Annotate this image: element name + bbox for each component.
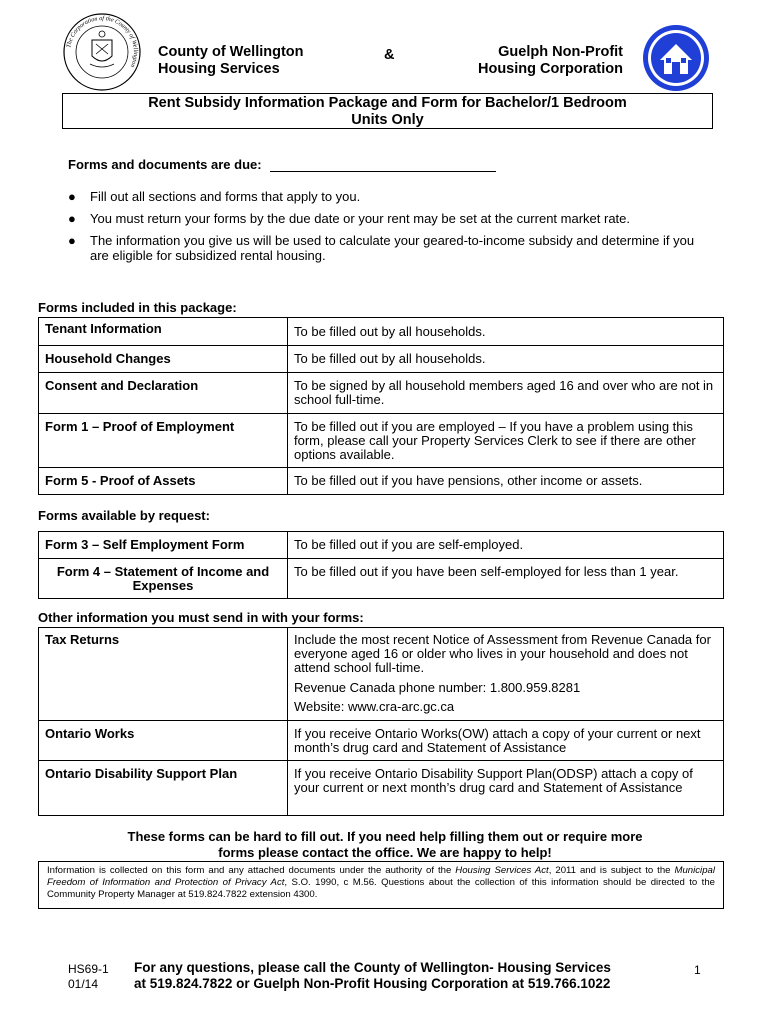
- request-forms-table: [38, 531, 724, 599]
- guelph-housing-line2: Housing Corporation: [478, 61, 623, 77]
- county-seal-icon: [62, 12, 142, 92]
- instruction-item: [66, 211, 706, 226]
- table-row: [39, 721, 724, 761]
- other-heading: Other information you must send in with your forms:: [38, 610, 364, 625]
- table-row: [39, 532, 724, 559]
- privacy-text: Information is collected on this form and any attached documents under the authority of the: [47, 865, 456, 876]
- document-title-line1: Rent Subsidy Information Package and Form for Bachelor/1 Bedroom: [148, 95, 627, 111]
- privacy-text: , 2011 and is subject to the: [548, 865, 675, 876]
- bullet-icon: ●: [68, 189, 76, 204]
- form-desc: To be signed by all household members aged 16 and over who are not in school full-time.: [288, 373, 724, 414]
- ampersand: &: [384, 47, 395, 63]
- table-row: [39, 761, 724, 816]
- form-desc: To be filled out if you are self-employed.: [288, 532, 724, 559]
- instructions-list: [66, 189, 706, 270]
- county-housing-title: [158, 44, 304, 78]
- instruction-text: The information you give us will be used to calculate your geared-to-income subsidy and determine if you are eligible for subsidized rental housing.: [90, 233, 695, 263]
- document-title: [62, 93, 713, 129]
- form-name: Form 5 - Proof of Assets: [39, 468, 288, 495]
- due-date-blank[interactable]: [270, 158, 496, 172]
- county-housing-line1: County of Wellington: [158, 44, 304, 60]
- contact-line1: For any questions, please call the County of Wellington- Housing Services: [134, 960, 611, 975]
- due-date-label: Forms and documents are due:: [68, 157, 262, 172]
- privacy-text: , S.O. 1990, c M.56. Questions about the collection of this information should be directed to the Community Property Manager at 519.824.7822 extension 4300.: [47, 877, 715, 900]
- help-note-line1: These forms can be hard to fill out. If you need help filling them out or require more: [127, 829, 643, 844]
- form-name: Form 4 – Statement of Income and Expenses: [39, 559, 288, 599]
- guelph-housing-title: [445, 44, 623, 78]
- request-heading: Forms available by request:: [38, 508, 210, 523]
- instruction-item: [66, 189, 706, 204]
- included-heading: Forms included in this package:: [38, 300, 237, 315]
- county-housing-line2: Housing Services: [158, 61, 280, 77]
- form-name: Form 3 – Self Employment Form: [39, 532, 288, 559]
- doc-name: Ontario Works: [39, 721, 288, 761]
- instruction-text: You must return your forms by the due date or your rent may be set at the current market rate.: [90, 211, 631, 226]
- included-forms-table: [38, 317, 724, 495]
- table-row: [39, 559, 724, 599]
- table-row: [39, 373, 724, 414]
- privacy-notice: [38, 861, 724, 909]
- revenue-canada-website: Website: www.cra-arc.gc.ca: [294, 699, 455, 714]
- tax-returns-desc: Include the most recent Notice of Assessment from Revenue Canada for everyone aged 16 or older who lives in your household and does not attend school full-time.: [294, 632, 711, 675]
- svg-text:The Corporation of the County: The Corporation of the County of Wellington: [65, 14, 140, 69]
- table-row: [39, 346, 724, 373]
- other-info-table: [38, 627, 724, 816]
- doc-name: Ontario Disability Support Plan: [39, 761, 288, 816]
- instruction-item: [66, 233, 706, 263]
- help-note: [40, 829, 730, 861]
- doc-desc: If you receive Ontario Works(OW) attach a copy of your current or next month’s drug card and Statement of Assistance: [288, 721, 724, 761]
- contact-line2: at 519.824.7822 or Guelph Non-Profit Housing Corporation at 519.766.1022: [134, 976, 611, 991]
- form-name: Household Changes: [39, 346, 288, 373]
- instruction-text: Fill out all sections and forms that apply to you.: [90, 189, 361, 204]
- table-row: [39, 318, 724, 346]
- table-row: [39, 414, 724, 468]
- due-date-field: [68, 157, 496, 172]
- doc-desc: If you receive Ontario Disability Support Plan(ODSP) attach a copy of your current or next month’s drug card and Statement of Assistance: [288, 761, 724, 816]
- form-date: 01/14: [68, 977, 99, 991]
- page-number: 1: [694, 963, 701, 977]
- house-logo-icon: [640, 22, 712, 94]
- form-desc: To be filled out if you are employed – If you have a problem using this form, please call your Property Services Clerk to see if there are other options available.: [288, 414, 724, 468]
- privacy-act-name: Municipal Freedom of Information and Protection of Privacy Act: [47, 865, 715, 888]
- housing-services-act: Housing Services Act: [455, 865, 549, 876]
- form-name: Form 1 – Proof of Employment: [39, 414, 288, 468]
- form-desc: To be filled out if you have pensions, other income or assets.: [288, 468, 724, 495]
- help-note-line2: forms please contact the office. We are happy to help!: [218, 845, 552, 860]
- form-name: Consent and Declaration: [39, 373, 288, 414]
- bullet-icon: ●: [68, 233, 76, 248]
- form-desc: To be filled out by all households.: [288, 346, 724, 373]
- form-number: [68, 962, 109, 992]
- table-row: [39, 628, 724, 721]
- form-code: HS69-1: [68, 962, 109, 976]
- guelph-housing-line1: Guelph Non-Profit: [498, 44, 623, 60]
- form-desc: To be filled out by all households.: [288, 318, 724, 346]
- doc-desc: [288, 628, 724, 721]
- bullet-icon: ●: [68, 211, 76, 226]
- doc-name: Tax Returns: [39, 628, 288, 721]
- table-row: [39, 468, 724, 495]
- revenue-canada-phone: Revenue Canada phone number: 1.800.959.8281: [294, 680, 581, 695]
- form-desc: To be filled out if you have been self-employed for less than 1 year.: [288, 559, 724, 599]
- contact-footer: [134, 960, 611, 992]
- document-title-line2: Units Only: [351, 112, 424, 128]
- form-name: Tenant Information: [39, 318, 288, 346]
